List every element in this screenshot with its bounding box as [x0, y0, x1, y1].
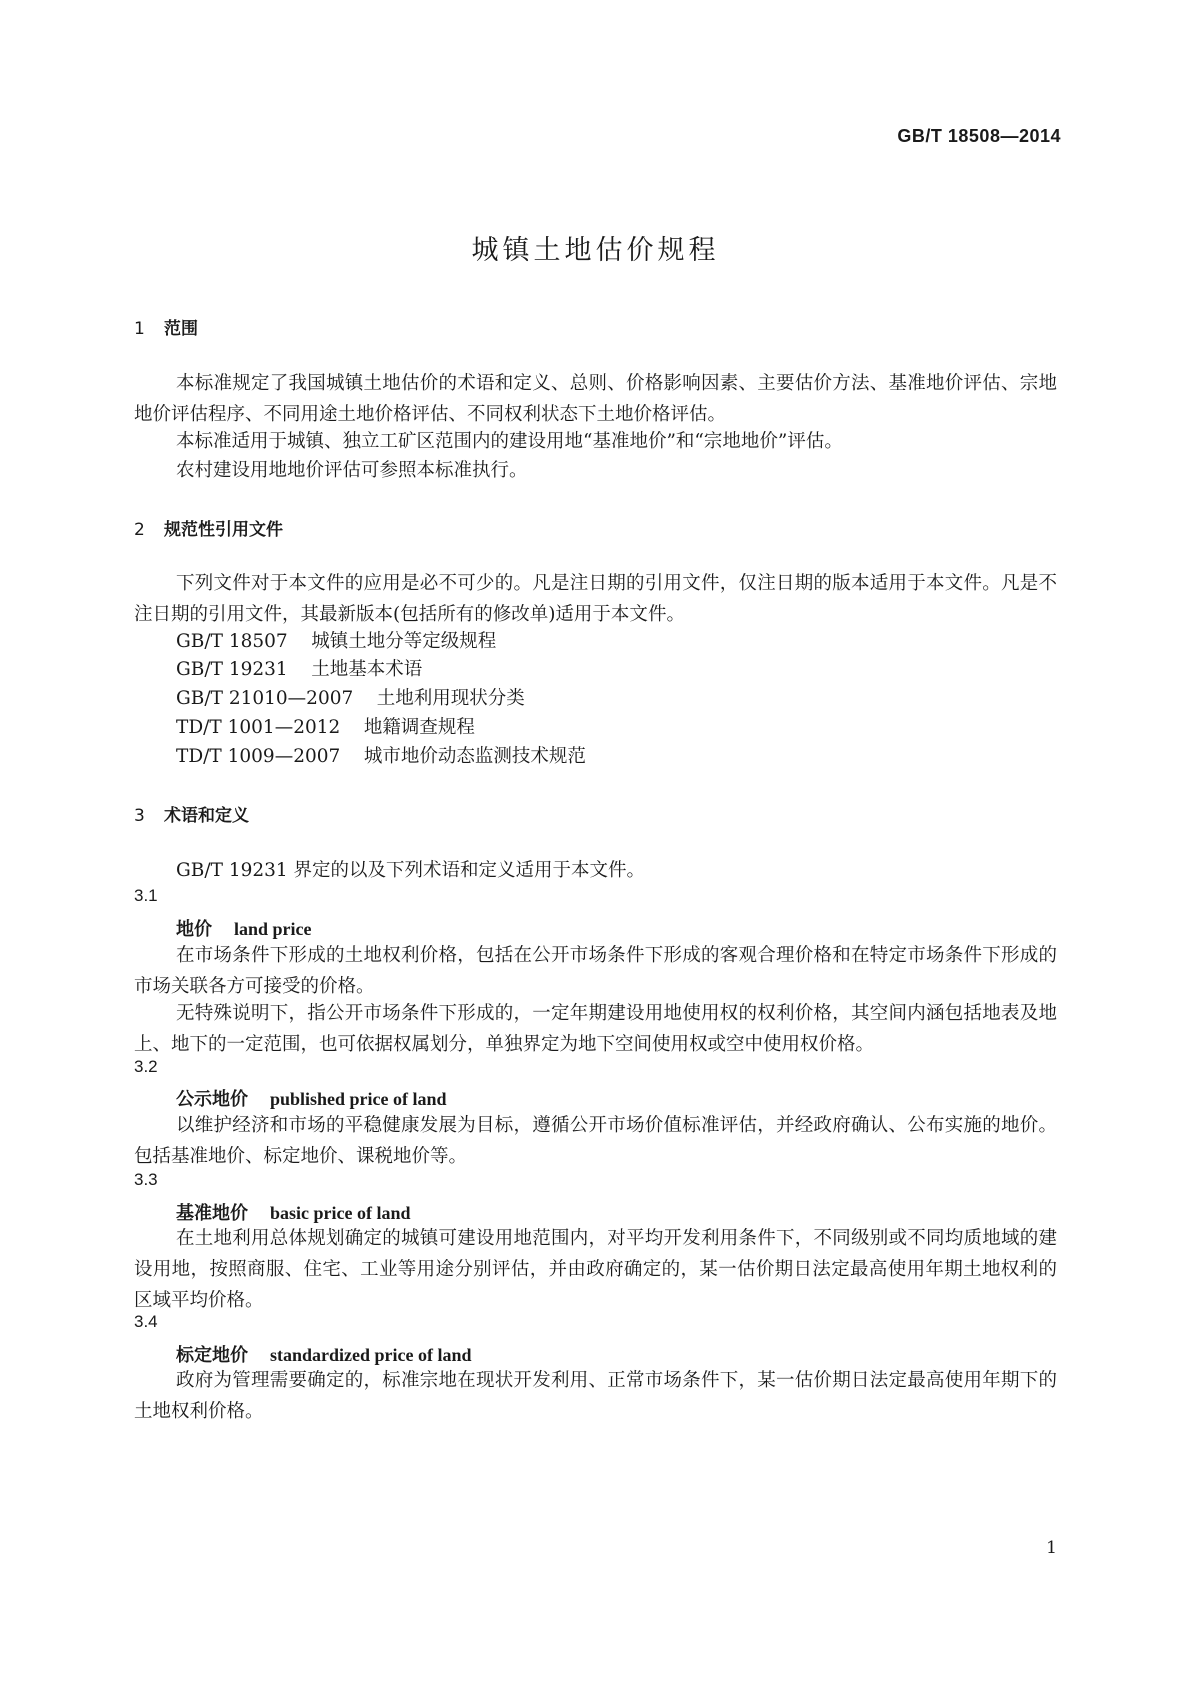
- section-title: 术语和定义: [164, 806, 249, 826]
- reference-code: TD/T 1001—2012: [176, 717, 341, 738]
- reference-code: GB/T 18507: [176, 631, 288, 652]
- reference-title: 城镇土地分等定级规程: [311, 631, 497, 652]
- term-zh: 地价: [176, 919, 212, 940]
- paragraph: 无特殊说明下，指公开市场条件下形成的，一定年期建设用地使用权的权利价格，其空间内涵包括地表及地上、地下的一定范围，也可依据权属划分，单独界定为地下空间使用权或空中使用权价格。: [134, 1003, 1057, 1055]
- term-zh: 公示地价: [176, 1089, 248, 1110]
- paragraph: 在市场条件下形成的土地权利价格，包括在公开市场条件下形成的客观合理价格和在特定市场条件下形成的市场关联各方可接受的价格。: [134, 945, 1057, 997]
- paragraph: 本标准规定了我国城镇土地估价的术语和定义、总则、价格影响因素、主要估价方法、基准地价评估、宗地地价评估程序、不同用途土地价格评估、不同权利状态下土地价格评估。: [134, 373, 1057, 425]
- term-en: standardized price of land: [270, 1345, 472, 1365]
- paragraph: 下列文件对于本文件的应用是必不可少的。凡是注日期的引用文件，仅注日期的版本适用于本文件。凡是不注日期的引用文件，其最新版本(包括所有的修改单)适用于本文件。: [134, 573, 1057, 625]
- paragraph: 农村建设用地地价评估可参照本标准执行。: [176, 460, 528, 481]
- term-heading: [176, 1341, 472, 1367]
- reference-code: TD/T 1009—2007: [176, 746, 341, 767]
- reference-item: [176, 742, 586, 768]
- section-number: 2: [134, 520, 145, 540]
- section-2-heading: [134, 515, 283, 540]
- reference-title: 土地基本术语: [311, 659, 423, 680]
- section-title: 规范性引用文件: [164, 520, 283, 540]
- paragraph: 以维护经济和市场的平稳健康发展为目标，遵循公开市场价值标准评估，并经政府确认、公布实施的地价。包括基准地价、标定地价、课税地价等。: [134, 1115, 1057, 1167]
- reference-item: [176, 627, 496, 653]
- reference-code: GB/T 21010—2007: [176, 688, 354, 709]
- term-number: 3.2: [134, 1057, 158, 1076]
- term-number: 3.4: [134, 1312, 158, 1331]
- term-en: published price of land: [270, 1089, 447, 1109]
- reference-item: [176, 713, 475, 739]
- term-en: basic price of land: [270, 1203, 411, 1223]
- term-number: 3.3: [134, 1170, 158, 1189]
- reference-title: 城市地价动态监测技术规范: [363, 746, 586, 767]
- section-title: 范围: [164, 319, 198, 339]
- paragraph: GB/T 19231 界定的以及下列术语和定义适用于本文件。: [176, 860, 646, 881]
- term-zh: 基准地价: [176, 1203, 248, 1224]
- reference-code: GB/T 19231: [176, 659, 288, 680]
- standard-code: GB/T 18508—2014: [897, 126, 1061, 146]
- term-number: 3.1: [134, 886, 158, 905]
- section-number: 3: [134, 806, 145, 826]
- reference-title: 土地利用现状分类: [376, 688, 525, 709]
- section-number: 1: [134, 319, 145, 339]
- section-1-heading: [134, 314, 198, 339]
- reference-item: [176, 655, 422, 681]
- section-3-heading: [134, 801, 249, 826]
- document-title: 城镇土地估价规程: [471, 235, 720, 266]
- term-heading: [176, 1199, 411, 1225]
- reference-title: 地籍调查规程: [363, 717, 475, 738]
- term-heading: [176, 915, 312, 941]
- page-number: 1: [1046, 1538, 1057, 1558]
- reference-item: [176, 684, 525, 710]
- term-zh: 标定地价: [176, 1345, 248, 1366]
- paragraph: 在土地利用总体规划确定的城镇可建设用地范围内，对平均开发利用条件下，不同级别或不同均质地域的建设用地，按照商服、住宅、工业等用途分别评估，并由政府确定的，某一估价期日法定最高使用年期土地权利的区域平均价格。: [134, 1228, 1057, 1311]
- term-heading: [176, 1085, 447, 1111]
- paragraph: 政府为管理需要确定的，标准宗地在现状开发利用、正常市场条件下，某一估价期日法定最高使用年期下的土地权利价格。: [134, 1370, 1057, 1422]
- term-en: land price: [234, 919, 312, 939]
- paragraph: 本标准适用于城镇、独立工矿区范围内的建设用地“基准地价”和“宗地地价”评估。: [176, 431, 843, 452]
